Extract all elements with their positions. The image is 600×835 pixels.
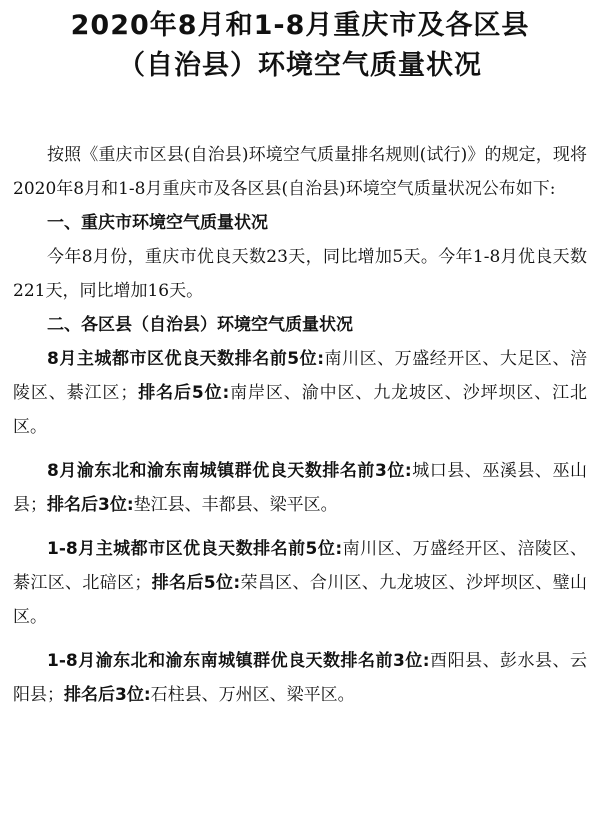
ranking-lead-bottom: 排名后3位: xyxy=(47,495,134,515)
document-body xyxy=(13,138,587,712)
ranking-lead-top: 8月渝东北和渝东南城镇群优良天数排名前3位: xyxy=(47,461,412,481)
section1-paragraph: 今年8月份，重庆市优良天数23天，同比增加5天。今年1-8月优良天数221天，同比增加16天。 xyxy=(13,247,587,301)
ranking-bottom-list: 垫江县、丰都县、梁平区。 xyxy=(133,495,338,515)
ranking-lead-bottom: 排名后5位: xyxy=(137,383,230,403)
intro-paragraph: 按照《重庆市区县(自治县)环境空气质量排名规则(试行)》的规定，现将2020年8月和1-8月重庆市及各区县(自治县)环境空气质量状况公布如下: xyxy=(13,145,587,199)
ranking-top-list: 南川区、万盛经开区、涪陵区、綦江区、北碚区； xyxy=(13,539,587,593)
ranking-lead-bottom: 排名后3位: xyxy=(64,685,151,705)
ranking-bottom-list: 荣昌区、合川区、九龙坡区、沙坪坝区、璧山区。 xyxy=(13,573,588,627)
ranking-paragraph xyxy=(13,342,587,444)
ranking-paragraph xyxy=(13,644,587,712)
ranking-paragraph xyxy=(13,454,587,522)
ranking-lead-top: 8月主城都市区优良天数排名前5位: xyxy=(47,349,324,369)
ranking-top-list: 南川区、万盛经开区、大足区、涪陵区、綦江区； xyxy=(13,349,587,403)
ranking-top-list: 酉阳县、彭水县、云阳县； xyxy=(13,651,588,705)
ranking-paragraph xyxy=(13,532,587,634)
ranking-lead-top: 1-8月主城都市区优良天数排名前5位: xyxy=(47,539,343,559)
ranking-bottom-list: 石柱县、万州区、梁平区。 xyxy=(150,685,355,705)
document-title-line1: 2020年8月和1-8月重庆市及各区县 xyxy=(70,10,530,41)
ranking-lead-top: 1-8月渝东北和渝东南城镇群优良天数排名前3位: xyxy=(47,651,430,671)
section2-heading: 二、各区县（自治县）环境空气质量状况 xyxy=(47,315,353,335)
ranking-top-list: 城口县、巫溪县、巫山县； xyxy=(13,461,587,515)
document-title-line2: （自治县）环境空气质量状况 xyxy=(118,50,482,81)
ranking-lead-bottom: 排名后5位: xyxy=(151,573,241,593)
ranking-bottom-list: 南岸区、渝中区、九龙坡区、沙坪坝区、江北区。 xyxy=(13,383,588,437)
section1-heading: 一、重庆市环境空气质量状况 xyxy=(47,213,268,233)
